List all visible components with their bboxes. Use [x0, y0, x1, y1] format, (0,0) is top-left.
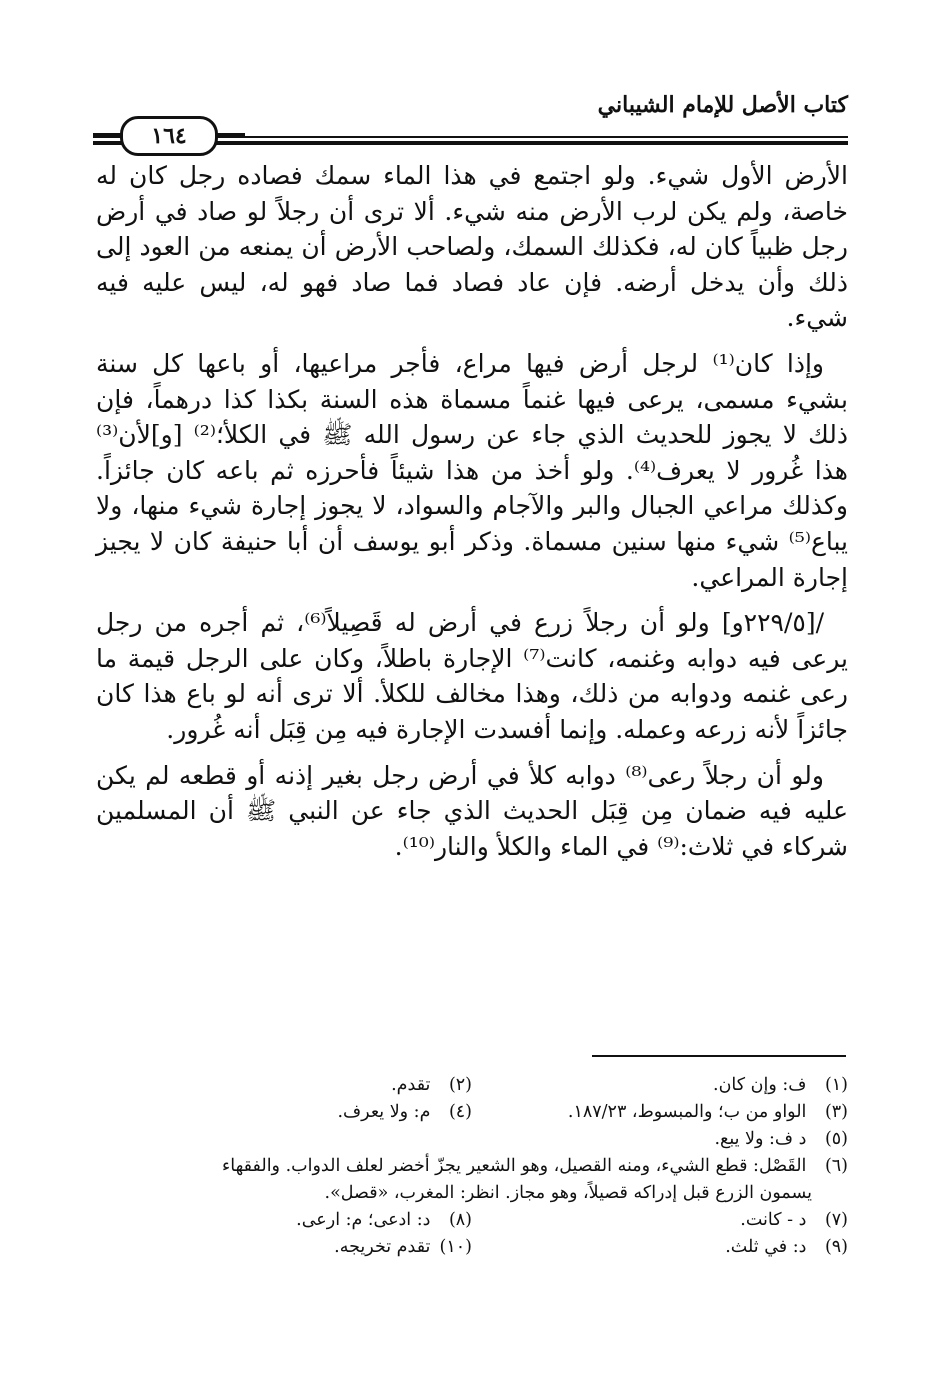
- footnote-number: (٢): [448, 1075, 472, 1095]
- footnote-text: القَصْل: قطع الشيء، ومنه القصيل، وهو الشعير يجزّ أخضر لعلف الدواب. والفقهاء: [222, 1156, 807, 1176]
- footnote-text: الواو من ب؛ والمبسوط، ١٨٧/٢٣.: [567, 1102, 807, 1122]
- footnote-2: [96, 1072, 472, 1099]
- footnotes: [96, 1072, 848, 1261]
- footnote-number: (١): [824, 1075, 848, 1095]
- footnote-7: [472, 1207, 848, 1234]
- footnote-number: (٦): [824, 1156, 848, 1176]
- footnote-number: (١٠): [439, 1237, 472, 1257]
- footnote-number: (٨): [448, 1210, 472, 1230]
- main-text: [96, 158, 848, 864]
- footnote-separator: [592, 1055, 846, 1057]
- footnote-text: د: ادعى؛ م: ارعى.: [296, 1210, 431, 1230]
- footnote-text-continued: يسمون الزرع قبل إدراكه قصيلاً، وهو مجاز. انظر: المغرب، «قصل».: [324, 1183, 812, 1203]
- footnote-number: (٧): [824, 1210, 848, 1230]
- footnote-number: (٣): [824, 1102, 848, 1122]
- footnote-number: (٤): [448, 1102, 472, 1122]
- footnote-text: د: في ثلث.: [725, 1237, 807, 1257]
- paragraph-2: وإذا كان⁽¹⁾ لرجل أرض فيها مراع، فأجر مراعيها، أو باعها كل سنة بشيء مسمى، يرعى فيها غنماً مسماة هذه السنة بكذا كذا درهماً، فإن ذلك لا يجوز للحديث الذي جاء عن رسول الله ﷺ في الكلأ؛⁽²⁾ [و]لأن⁽³⁾ هذا غُرور لا يعرف⁽⁴⁾. ولو أخذ من هذا شيئاً فأحرزه ثم باعه كان جائزاً. وكذلك مراعي الجبال والبر والآجام والسواد، لا يجوز إجارة شيء منها، ولا يباع⁽⁵⁾ شيء منها سنين مسماة. وذكر أبو يوسف أن أبا حنيفة كان لا يجيز إجارة المراعي.: [96, 348, 848, 592]
- paragraph-1: الأرض الأول شيء. ولو اجتمع في هذا الماء سمك فصاده رجل كان له خاصة، ولم يكن لرب الأرض منه شيء. ألا ترى أن رجلاً لو صاد في أرض رجل ظبياً كان له، فكذلك السمك، ولصاحب الأرض أن يمنعه من العود إلى ذلك وأن يدخل أرضه. فإن عاد فصاد فما صاد فهو له، ليس عليه فيه شيء.: [96, 161, 848, 333]
- footnote-1: [472, 1072, 848, 1099]
- footnote-3: [472, 1099, 848, 1126]
- paragraph-3: /[٢٢٩/٥و] ولو أن رجلاً زرع في أرض له قَصِيلاً⁽⁶⁾، ثم أجره من رجل يرعى فيه دوابه وغنمه، كانت⁽⁷⁾ الإجارة باطلاً، وكان على الرجل قيمة ما رعى غنمه ودوابه من ذلك، وهذا مخالف للكلأ. ألا ترى أنه لو باع هذا كان جائزاً لأنه زرعه وعمله. وإنما أفسدت الإجارة فيه مِن قِبَل أنه غُرور.: [96, 608, 848, 744]
- footnote-9: [472, 1234, 848, 1261]
- book-title: كتاب الأصل للإمام الشيباني: [597, 92, 848, 118]
- footnote-number: (٩): [824, 1237, 848, 1257]
- footnote-text: تقدم.: [391, 1075, 431, 1095]
- footnote-10: [96, 1234, 472, 1261]
- footnote-6: [96, 1153, 848, 1207]
- page-number-badge: [120, 116, 218, 156]
- footnote-text: ف: وإن كان.: [713, 1075, 807, 1095]
- footnote-text: م: ولا يعرف.: [337, 1102, 431, 1122]
- footnote-text: د - كانت.: [740, 1210, 807, 1230]
- paragraph-4: ولو أن رجلاً رعى⁽⁸⁾ دوابه كلأ في أرض رجل بغير إذنه أو قطعه لم يكن عليه فيه ضمان مِن قِبَل الحديث الذي جاء عن النبي ﷺ أن المسلمين شركاء في ثلاث:⁽⁹⁾ في الماء والكلأ والنار⁽¹⁰⁾.: [96, 760, 848, 861]
- footnote-5: [96, 1126, 848, 1153]
- footnote-number: (٥): [824, 1129, 848, 1149]
- footnote-4: [96, 1099, 472, 1126]
- footnote-text: تقدم تخريجه.: [334, 1237, 431, 1257]
- footnote-8: [96, 1207, 472, 1234]
- page-number: ١٦٤: [151, 123, 187, 149]
- footnote-text: د ف: ولا يبع.: [714, 1129, 807, 1149]
